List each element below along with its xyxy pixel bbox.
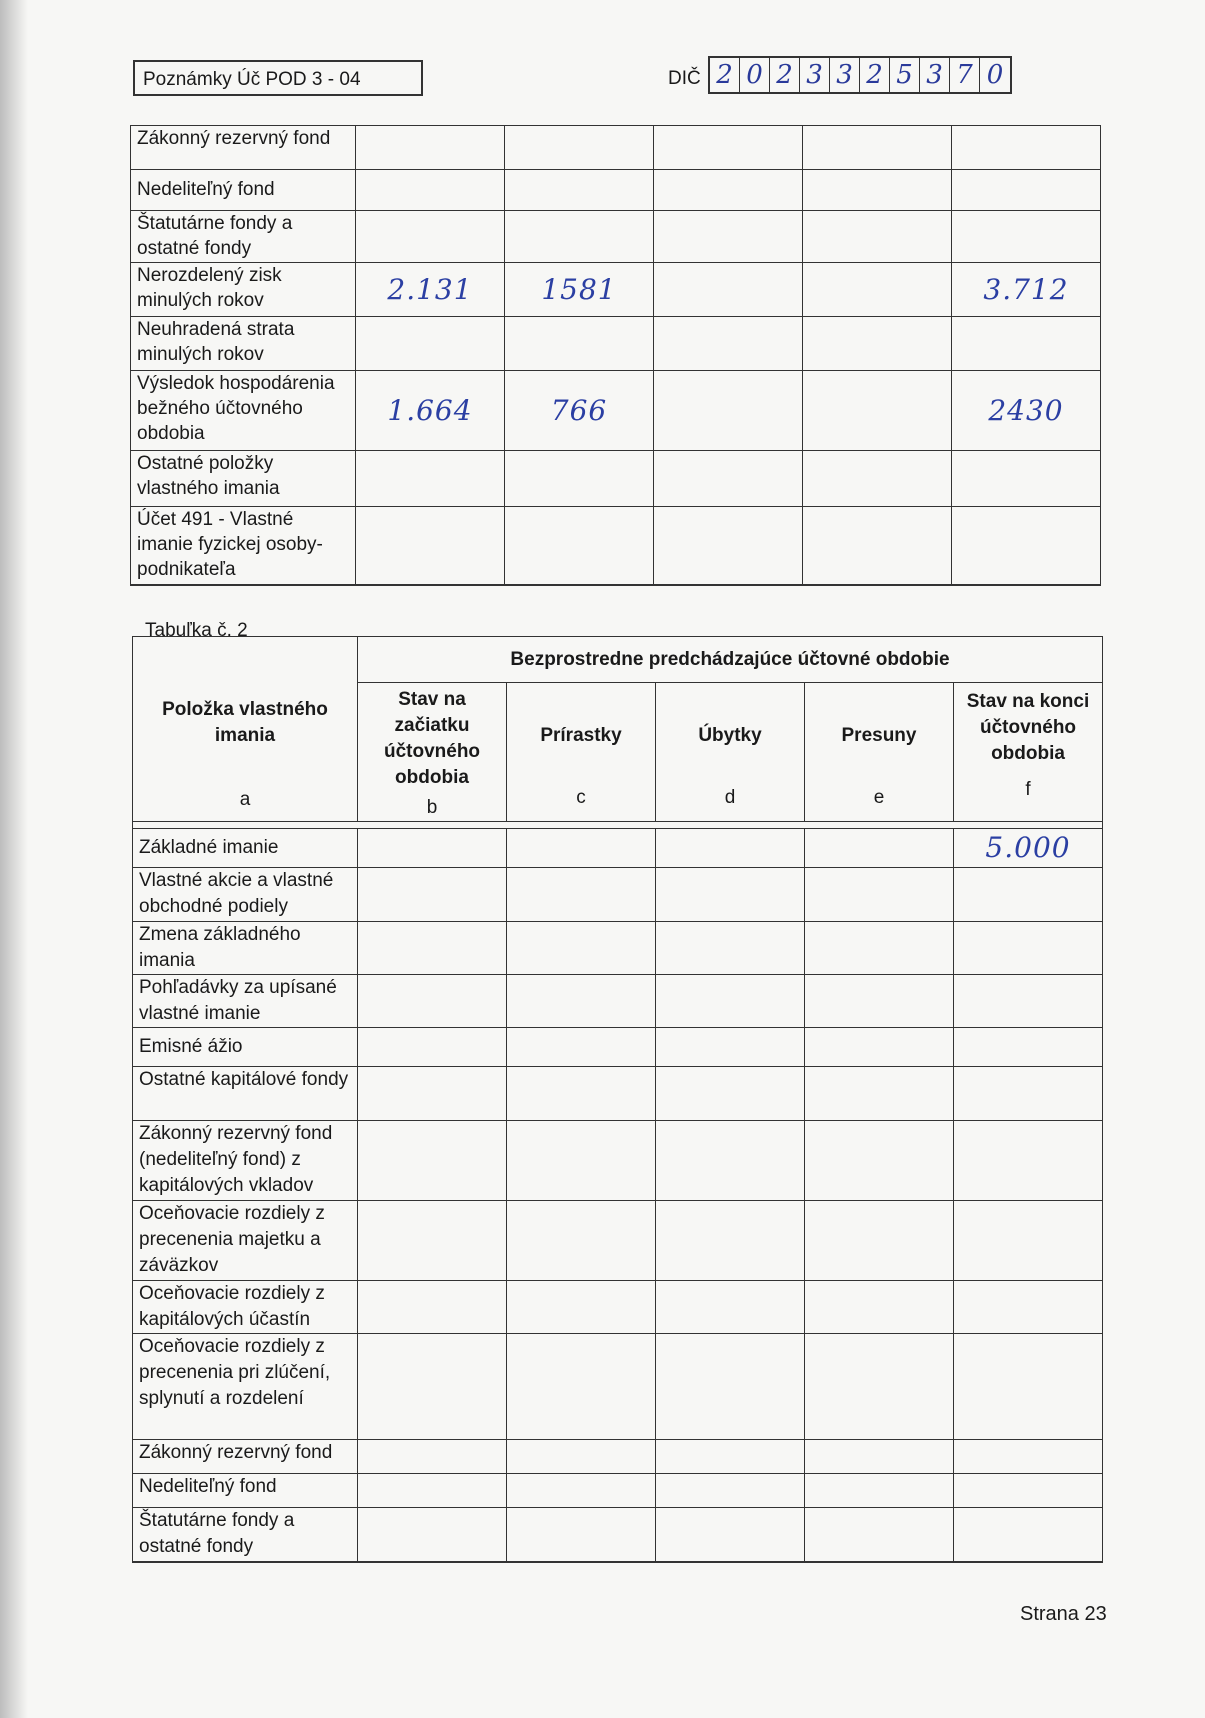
row-label: Nedeliteľný fond bbox=[131, 170, 356, 211]
table-row bbox=[131, 126, 1101, 170]
document-label: Poznámky Úč POD 3 - 04 bbox=[133, 60, 423, 96]
col-letter: e bbox=[873, 787, 885, 808]
col-header-a bbox=[133, 637, 358, 822]
col-title: Stav na konci účtovného obdobia bbox=[966, 691, 1090, 764]
cell-d bbox=[656, 1508, 805, 1562]
separator-cell bbox=[805, 822, 954, 829]
row-label: Zákonný rezervný fond (nedeliteľný fond) z kapitálových vkladov bbox=[133, 1121, 358, 1201]
col-title: Položka vlastného imania bbox=[162, 699, 328, 746]
dic-digit: 2 bbox=[710, 58, 740, 92]
cell-e bbox=[803, 211, 952, 263]
row-label: Oceňovacie rozdiely z precenenia pri zlúčení, splynutí a rozdelení bbox=[133, 1334, 358, 1440]
dic-digit: 0 bbox=[986, 60, 1004, 90]
col-title: Stav na začiatku účtovného obdobia bbox=[383, 689, 481, 788]
cell-e bbox=[805, 1028, 954, 1067]
cell-e bbox=[805, 1474, 954, 1508]
row-label: Nerozdelený zisk minulých rokov bbox=[131, 263, 356, 317]
dic-digit: 2 bbox=[770, 58, 800, 92]
table-row bbox=[133, 1201, 1103, 1281]
cell-e bbox=[803, 507, 952, 585]
cell-f: 2430 bbox=[952, 371, 1101, 451]
table-row bbox=[131, 451, 1101, 507]
row-label: Oceňovacie rozdiely z kapitálových účastín bbox=[133, 1281, 358, 1334]
table-row bbox=[133, 1067, 1103, 1121]
col-letter: c bbox=[576, 787, 586, 808]
cell-e bbox=[805, 1440, 954, 1474]
cell-c bbox=[507, 975, 656, 1028]
row-label: Emisné ážio bbox=[133, 1028, 358, 1067]
col-header-d bbox=[656, 683, 805, 822]
table-row bbox=[133, 975, 1103, 1028]
cell-f bbox=[954, 1201, 1103, 1281]
table-row bbox=[133, 829, 1103, 868]
cell-f bbox=[952, 211, 1101, 263]
row-label: Štatutárne fondy a ostatné fondy bbox=[133, 1508, 358, 1562]
cell-d bbox=[654, 126, 803, 170]
cell-d bbox=[654, 371, 803, 451]
cell-e bbox=[805, 1281, 954, 1334]
cell-f bbox=[954, 1334, 1103, 1440]
dic-digit: 7 bbox=[950, 58, 980, 92]
separator-cell bbox=[358, 822, 507, 829]
cell-e bbox=[803, 451, 952, 507]
row-label: Ostatné položky vlastného imania bbox=[131, 451, 356, 507]
row-label: Štatutárne fondy a ostatné fondy bbox=[131, 211, 356, 263]
cell-d bbox=[656, 868, 805, 922]
row-label: Neuhradená strata minulých rokov bbox=[131, 317, 356, 371]
cell-f bbox=[952, 451, 1101, 507]
cell-f bbox=[954, 922, 1103, 975]
cell-d bbox=[656, 1334, 805, 1440]
cell-d bbox=[656, 1121, 805, 1201]
row-label: Zmena základného imania bbox=[133, 922, 358, 975]
separator-cell bbox=[507, 822, 656, 829]
table-row bbox=[133, 1334, 1103, 1440]
cell-f bbox=[954, 1440, 1103, 1474]
cell-e bbox=[805, 868, 954, 922]
cell-e bbox=[805, 829, 954, 868]
cell-e bbox=[803, 371, 952, 451]
cell-f bbox=[954, 1067, 1103, 1121]
col-header-f bbox=[954, 683, 1103, 822]
scan-edge-shadow bbox=[0, 0, 28, 1718]
row-label: Účet 491 - Vlastné imanie fyzickej osoby-podnikateľa bbox=[131, 507, 356, 585]
cell-b bbox=[358, 1474, 507, 1508]
table-row bbox=[131, 507, 1101, 585]
col-header-e bbox=[805, 683, 954, 822]
dic-label: DIČ bbox=[668, 68, 701, 89]
cell-c bbox=[507, 1334, 656, 1440]
dic-digit: 0 bbox=[740, 58, 770, 92]
cell-c bbox=[507, 829, 656, 868]
row-label: Zákonný rezervný fond bbox=[133, 1440, 358, 1474]
cell-b bbox=[358, 1508, 507, 1562]
cell-c bbox=[505, 507, 654, 585]
table-row bbox=[131, 211, 1101, 263]
cell-b bbox=[356, 451, 505, 507]
table-row bbox=[133, 868, 1103, 922]
cell-f bbox=[954, 1474, 1103, 1508]
cell-d bbox=[656, 1067, 805, 1121]
cell-c bbox=[507, 1508, 656, 1562]
cell-d bbox=[656, 1028, 805, 1067]
col-letter: a bbox=[239, 789, 251, 810]
page-number: Strana 23 bbox=[1020, 1603, 1107, 1625]
cell-e bbox=[805, 922, 954, 975]
cell-d bbox=[654, 451, 803, 507]
cell-c bbox=[507, 922, 656, 975]
header-row bbox=[133, 637, 1103, 683]
cell-b bbox=[358, 1121, 507, 1201]
separator-cell bbox=[133, 822, 358, 829]
cell-d bbox=[656, 1440, 805, 1474]
cell-b: 1.664 bbox=[356, 371, 505, 451]
cell-d bbox=[656, 975, 805, 1028]
cell-e bbox=[805, 975, 954, 1028]
row-label: Nedeliteľný fond bbox=[133, 1474, 358, 1508]
table-row bbox=[133, 922, 1103, 975]
cell-c bbox=[507, 868, 656, 922]
col-title: Presuny bbox=[841, 725, 917, 746]
cell-c bbox=[507, 1028, 656, 1067]
cell-f bbox=[954, 1508, 1103, 1562]
dic-digit: 3 bbox=[920, 58, 950, 92]
cell-b bbox=[358, 1028, 507, 1067]
table-row bbox=[133, 1474, 1103, 1508]
cell-b bbox=[358, 829, 507, 868]
col-title: Úbytky bbox=[698, 725, 762, 746]
cell-f bbox=[952, 317, 1101, 371]
cell-e bbox=[805, 1334, 954, 1440]
cell-d bbox=[656, 829, 805, 868]
cell-f bbox=[954, 1281, 1103, 1334]
col-letter: f bbox=[1025, 779, 1031, 800]
cell-b bbox=[358, 1334, 507, 1440]
cell-b bbox=[358, 922, 507, 975]
cell-c bbox=[507, 1067, 656, 1121]
cell-d bbox=[654, 263, 803, 317]
cell-b bbox=[358, 1440, 507, 1474]
dic-digit: 5 bbox=[890, 58, 920, 92]
cell-c bbox=[505, 126, 654, 170]
cell-c bbox=[507, 1474, 656, 1508]
header-separator bbox=[133, 822, 1103, 829]
row-label: Vlastné akcie a vlastné obchodné podiely bbox=[133, 868, 358, 922]
cell-e bbox=[805, 1067, 954, 1121]
cell-c bbox=[507, 1440, 656, 1474]
row-label: Výsledok hospodárenia bežného účtovného obdobia bbox=[131, 371, 356, 451]
cell-b bbox=[356, 317, 505, 371]
cell-f bbox=[954, 868, 1103, 922]
cell-b bbox=[356, 211, 505, 263]
cell-b bbox=[358, 868, 507, 922]
equity-table-current bbox=[130, 125, 1101, 586]
col-header-b bbox=[358, 683, 507, 822]
dic-field bbox=[708, 56, 1012, 94]
table-row bbox=[133, 1121, 1103, 1201]
cell-b bbox=[358, 1067, 507, 1121]
row-label: Oceňovacie rozdiely z precenenia majetku a záväzkov bbox=[133, 1201, 358, 1281]
cell-c bbox=[505, 170, 654, 211]
dic-digit: 3 bbox=[830, 58, 860, 92]
cell-b bbox=[356, 507, 505, 585]
cell-e bbox=[805, 1508, 954, 1562]
cell-b bbox=[358, 975, 507, 1028]
cell-c bbox=[505, 317, 654, 371]
row-label: Zákonný rezervný fond bbox=[131, 126, 356, 170]
equity-table-previous bbox=[132, 636, 1103, 1563]
row-label: Pohľadávky za upísané vlastné imanie bbox=[133, 975, 358, 1028]
cell-f bbox=[952, 507, 1101, 585]
col-header-c bbox=[507, 683, 656, 822]
cell-f bbox=[952, 170, 1101, 211]
cell-c bbox=[505, 451, 654, 507]
cell-f bbox=[954, 1028, 1103, 1067]
cell-f bbox=[954, 1121, 1103, 1201]
cell-b bbox=[358, 1281, 507, 1334]
row-label: Ostatné kapitálové fondy bbox=[133, 1067, 358, 1121]
cell-e bbox=[803, 170, 952, 211]
cell-c bbox=[507, 1201, 656, 1281]
table-row bbox=[133, 1281, 1103, 1334]
group-header: Bezprostredne predchádzajúce účtovné obdobie bbox=[358, 637, 1103, 683]
cell-e bbox=[803, 263, 952, 317]
cell-d bbox=[654, 170, 803, 211]
cell-d bbox=[656, 922, 805, 975]
separator-cell bbox=[656, 822, 805, 829]
cell-d bbox=[656, 1201, 805, 1281]
cell-b bbox=[356, 126, 505, 170]
cell-d bbox=[656, 1281, 805, 1334]
cell-c bbox=[507, 1281, 656, 1334]
table-row bbox=[133, 1028, 1103, 1067]
cell-d bbox=[654, 211, 803, 263]
col-letter: b bbox=[426, 797, 438, 818]
table-row bbox=[131, 170, 1101, 211]
cell-c: 1581 bbox=[505, 263, 654, 317]
col-title: Prírastky bbox=[540, 725, 622, 746]
cell-c bbox=[507, 1121, 656, 1201]
separator-cell bbox=[954, 822, 1103, 829]
cell-b bbox=[356, 170, 505, 211]
dic-digit: 2 bbox=[860, 58, 890, 92]
cell-d bbox=[656, 1474, 805, 1508]
col-letter: d bbox=[724, 787, 736, 808]
table-row bbox=[133, 1440, 1103, 1474]
cell-f bbox=[952, 126, 1101, 170]
cell-f bbox=[954, 975, 1103, 1028]
table-row bbox=[131, 371, 1101, 451]
cell-e bbox=[805, 1201, 954, 1281]
dic-digit: 3 bbox=[800, 58, 830, 92]
table2-caption: Tabuľka č. 2 bbox=[145, 620, 248, 641]
table-row bbox=[131, 263, 1101, 317]
cell-f: 3.712 bbox=[952, 263, 1101, 317]
cell-d bbox=[654, 507, 803, 585]
cell-b bbox=[358, 1201, 507, 1281]
row-label: Základné imanie bbox=[133, 829, 358, 868]
cell-d bbox=[654, 317, 803, 371]
cell-f: 5.000 bbox=[954, 829, 1103, 868]
cell-e bbox=[803, 126, 952, 170]
cell-b: 2.131 bbox=[356, 263, 505, 317]
cell-c: 766 bbox=[505, 371, 654, 451]
cell-e bbox=[805, 1121, 954, 1201]
table-row bbox=[133, 1508, 1103, 1562]
cell-c bbox=[505, 211, 654, 263]
table-row bbox=[131, 317, 1101, 371]
cell-e bbox=[803, 317, 952, 371]
